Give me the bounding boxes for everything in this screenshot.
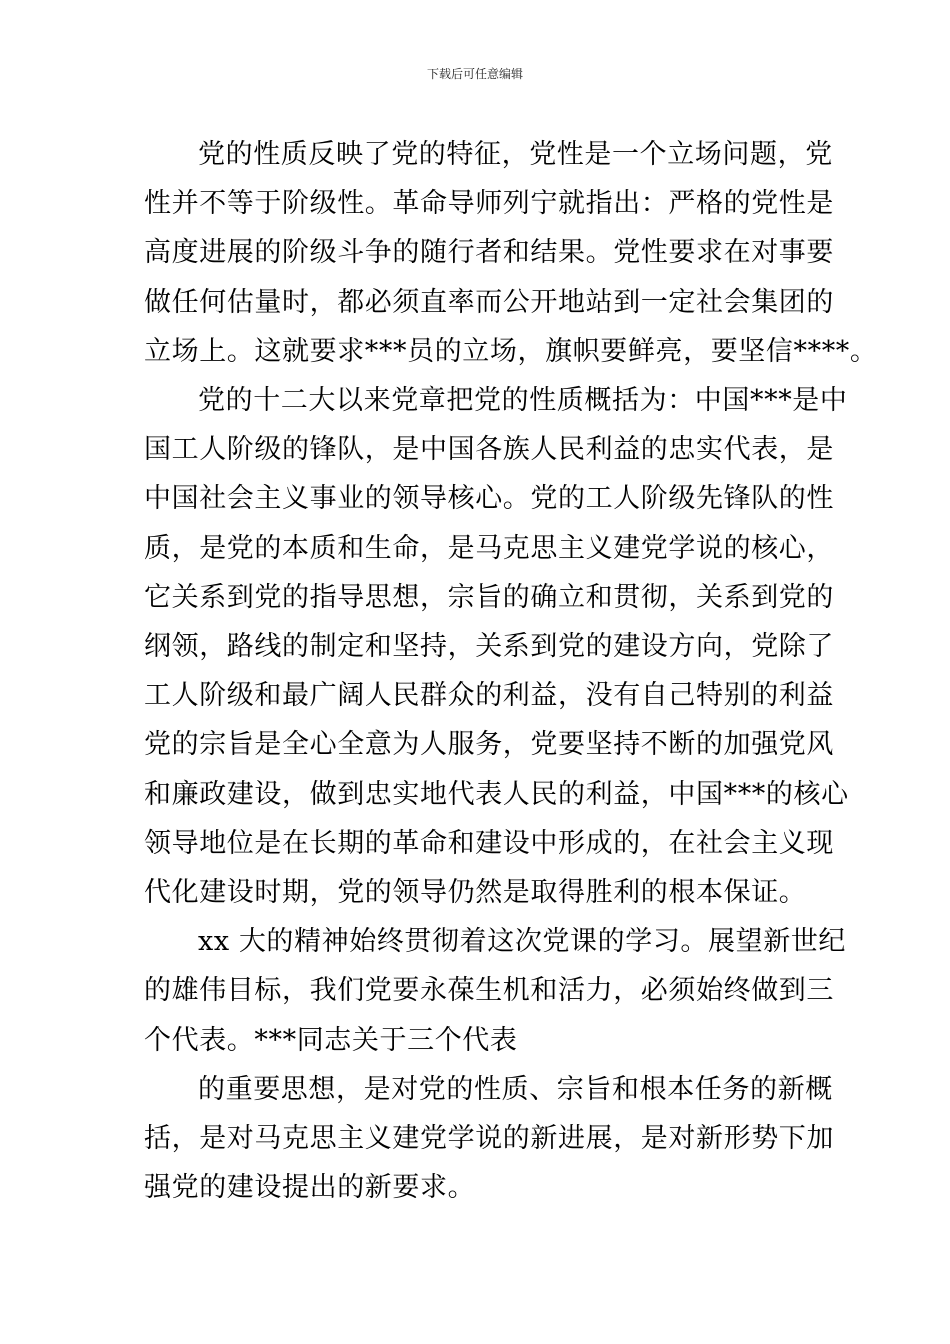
- text-line: 高度进展的阶级斗争的随行者和结果。党性要求在对事要: [144, 237, 834, 269]
- text-line: xx 大的精神始终贯彻着这次党课的学习。展望新世纪: [198, 926, 847, 958]
- header-note: 下载后可任意编辑: [426, 67, 523, 81]
- paragraph: [144, 1065, 834, 1213]
- text-line: 党的性质反映了党的特征，党性是一个立场问题，党: [198, 139, 833, 170]
- text-line: 它关系到党的指导思想，宗旨的确立和贯彻，关系到党的: [144, 581, 834, 613]
- text-line: 中国社会主义事业的领导核心。党的工人阶级先锋队的性: [144, 483, 834, 515]
- text-line: 代化建设时期，党的领导仍然是取得胜利的根本保证。: [144, 877, 807, 909]
- text-line: 纲领，路线的制定和坚持，关系到党的建设方向，党除了: [144, 631, 834, 663]
- paragraph: [144, 130, 878, 376]
- text-line: 和廉政建设，做到忠实地代表人民的利益，中国***的核心: [144, 778, 849, 810]
- text-line: 性并不等于阶级性。革命导师列宁就指出：严格的党性是: [144, 188, 834, 220]
- text-line: 强党的建设提出的新要求。: [144, 1172, 476, 1204]
- text-line: 党的宗旨是全心全意为人服务，党要坚持不断的加强党风: [144, 729, 834, 761]
- text-line: 做任何估量时，都必须直率而公开地站到一定社会集团的: [144, 286, 834, 318]
- paragraph-3: [144, 917, 847, 1065]
- text-line: 质，是党的本质和生命，是马克思主义建党学说的核心，: [144, 532, 834, 564]
- body-text: [144, 130, 878, 1212]
- text-line: 括，是对马克思主义建党学说的新进展，是对新形势下加: [144, 1123, 834, 1155]
- paragraph-1: [144, 130, 878, 376]
- paragraph-2: [144, 376, 849, 917]
- paragraph: [144, 917, 847, 1065]
- paragraph: [144, 376, 849, 917]
- text-line: 的重要思想，是对党的性质、宗旨和根本任务的新概: [198, 1073, 833, 1105]
- text-line: 立场上。这就要求***员的立场，旗帜要鲜亮，要坚信****。: [144, 335, 878, 367]
- paragraph-4: [144, 1065, 834, 1213]
- text-line: 党的十二大以来党章把党的性质概括为：中国***是中: [198, 385, 848, 417]
- text-line: 的雄伟目标，我们党要永葆生机和活力，必须始终做到三: [144, 975, 834, 1007]
- text-line: 个代表。***同志关于三个代表: [144, 1024, 518, 1056]
- text-line: 领导地位是在长期的革命和建设中形成的，在社会主义现: [144, 827, 834, 859]
- text-line: 工人阶级和最广阔人民群众的利益，没有自己特别的利益: [144, 680, 834, 712]
- text-line: 国工人阶级的锋队，是中国各族人民利益的忠实代表，是: [144, 434, 834, 466]
